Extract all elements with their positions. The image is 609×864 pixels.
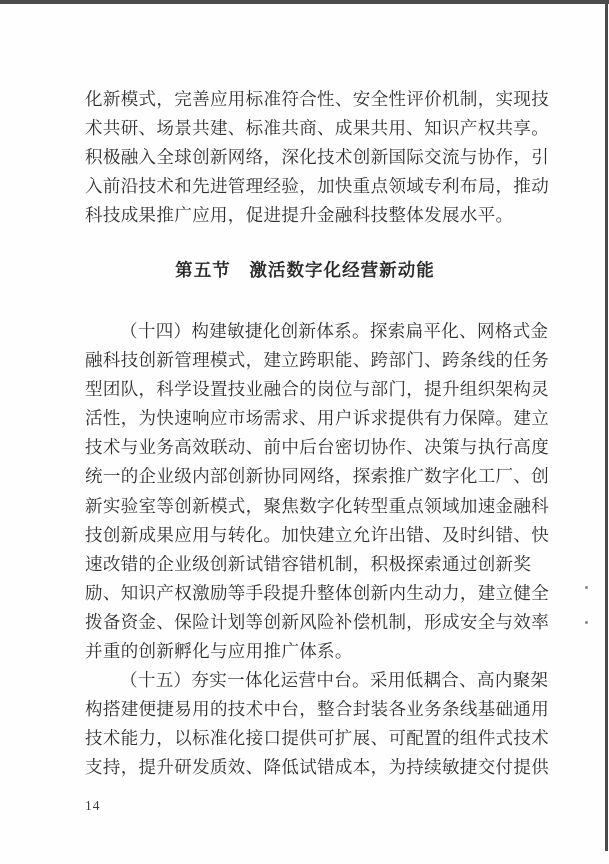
paragraph-item-15 [85,666,550,782]
scan-speck [585,586,588,589]
text-line: 速改错的企业级创新试错容错机制，积极探索通过创新奖 [85,553,532,574]
text-line: （十五）夯实一体化运营中台。采用低耦合、高内聚架 [120,670,549,690]
section-heading: 第五节 激活数字化经营新动能 [175,260,435,280]
text-line: 积极融入全球创新网络，深化技术创新国际交流与协作，引 [85,147,550,168]
text-line: 科技成果推广应用，促进提升金融科技整体发展水平。 [85,205,514,226]
text-line: 励、知识产权激励等手段提升整体创新内生动力，建立健全 [85,582,550,603]
text-line: 入前沿技术和先进管理经验，加快重点领域专利布局，推动 [85,176,550,197]
text-line: 化新模式，完善应用标准符合性、安全性评价机制，实现技 [85,89,550,109]
page-content [85,0,550,864]
paragraph-item-14 [85,317,550,666]
page-number: 14 [85,798,101,813]
text-line: 支持，提升研发质效、降低试错成本，为持续敏捷交付提供 [85,757,550,778]
text-line: 型团队，科学设置技业融合的岗位与部门，提升组织架构灵 [85,379,550,400]
text-line: （十四）构建敏捷化创新体系。探索扁平化、网格式金 [120,321,549,341]
text-line: 统一的企业级内部创新协同网络，探索推广数字化工厂、创 [85,466,550,487]
paragraph-continuation [85,85,550,230]
scan-speck [585,621,588,624]
text-line: 技术能力，以标准化接口提供可扩展、可配置的组件式技术 [85,728,550,749]
text-line: 活性，为快速响应市场需求、用户诉求提供有力保障。建立 [85,408,550,429]
scan-edge-right [605,3,608,851]
text-line: 技创新成果应用与转化。加快建立允许出错、及时纠错、快 [85,524,550,545]
text-line: 构搭建便捷易用的技术中台，整合封装各业务条线基础通用 [85,699,550,720]
text-line: 融科技创新管理模式，建立跨职能、跨部门、跨条线的任务 [85,350,550,371]
text-line: 术共研、场景共建、标准共商、成果共用、知识产权共享。 [85,118,550,139]
text-line: 技术与业务高效联动、前中后台密切协作、决策与执行高度 [85,437,550,458]
text-line: 并重的创新孵化与应用推广体系。 [85,641,353,662]
text-line: 拨备资金、保险计划等创新风险补偿机制，形成安全与效率 [85,611,550,632]
text-line: 新实验室等创新模式，聚焦数字化转型重点领域加速金融科 [85,495,550,516]
